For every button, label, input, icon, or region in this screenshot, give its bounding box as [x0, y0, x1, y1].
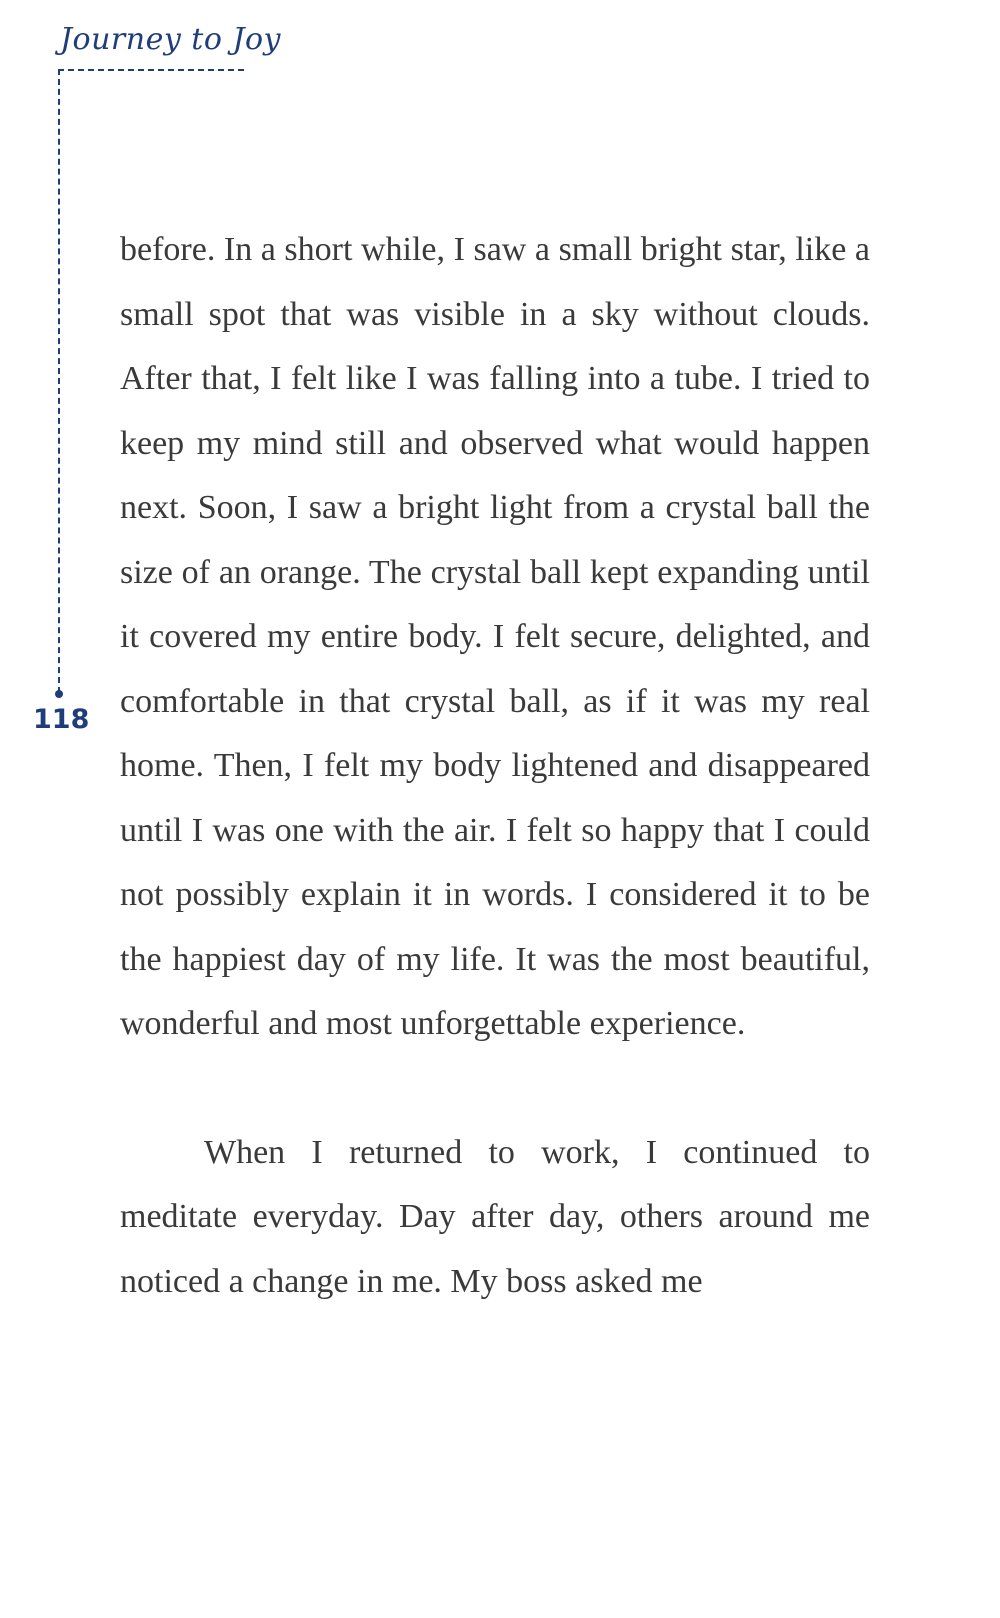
- dotted-guide-horizontal: [58, 69, 244, 71]
- running-head-title: Journey to Joy: [60, 22, 281, 57]
- paragraph-2: When I returned to work, I continued to meditate everyday. Day after day, others around me noticed a change in me. My boss asked me: [120, 1133, 870, 1300]
- dotted-guide-vertical: [58, 69, 60, 693]
- body-text: [120, 218, 870, 1314]
- guide-end-dot: [55, 690, 63, 698]
- page-number: 118: [33, 704, 90, 735]
- paragraph-1: before. In a short while, I saw a small bright star, like a small spot that was visible in a sky without clouds. After that, I felt like I was falling into a tube. I tried to keep my mind still and observed what would happen next. Soon, I saw a bright light from a crystal ball the size of an orange. The crystal ball kept expanding until it covered my entire body. I felt secure, delighted, and comfortable in that crystal ball, as if it was my real home. Then, I felt my body lightened and disappeared until I was one with the air. I felt so happy that I could not possibly explain it in words. I considered it to be the happiest day of my life. It was the most beautiful, wonderful and most unforgettable experience.: [120, 231, 870, 1042]
